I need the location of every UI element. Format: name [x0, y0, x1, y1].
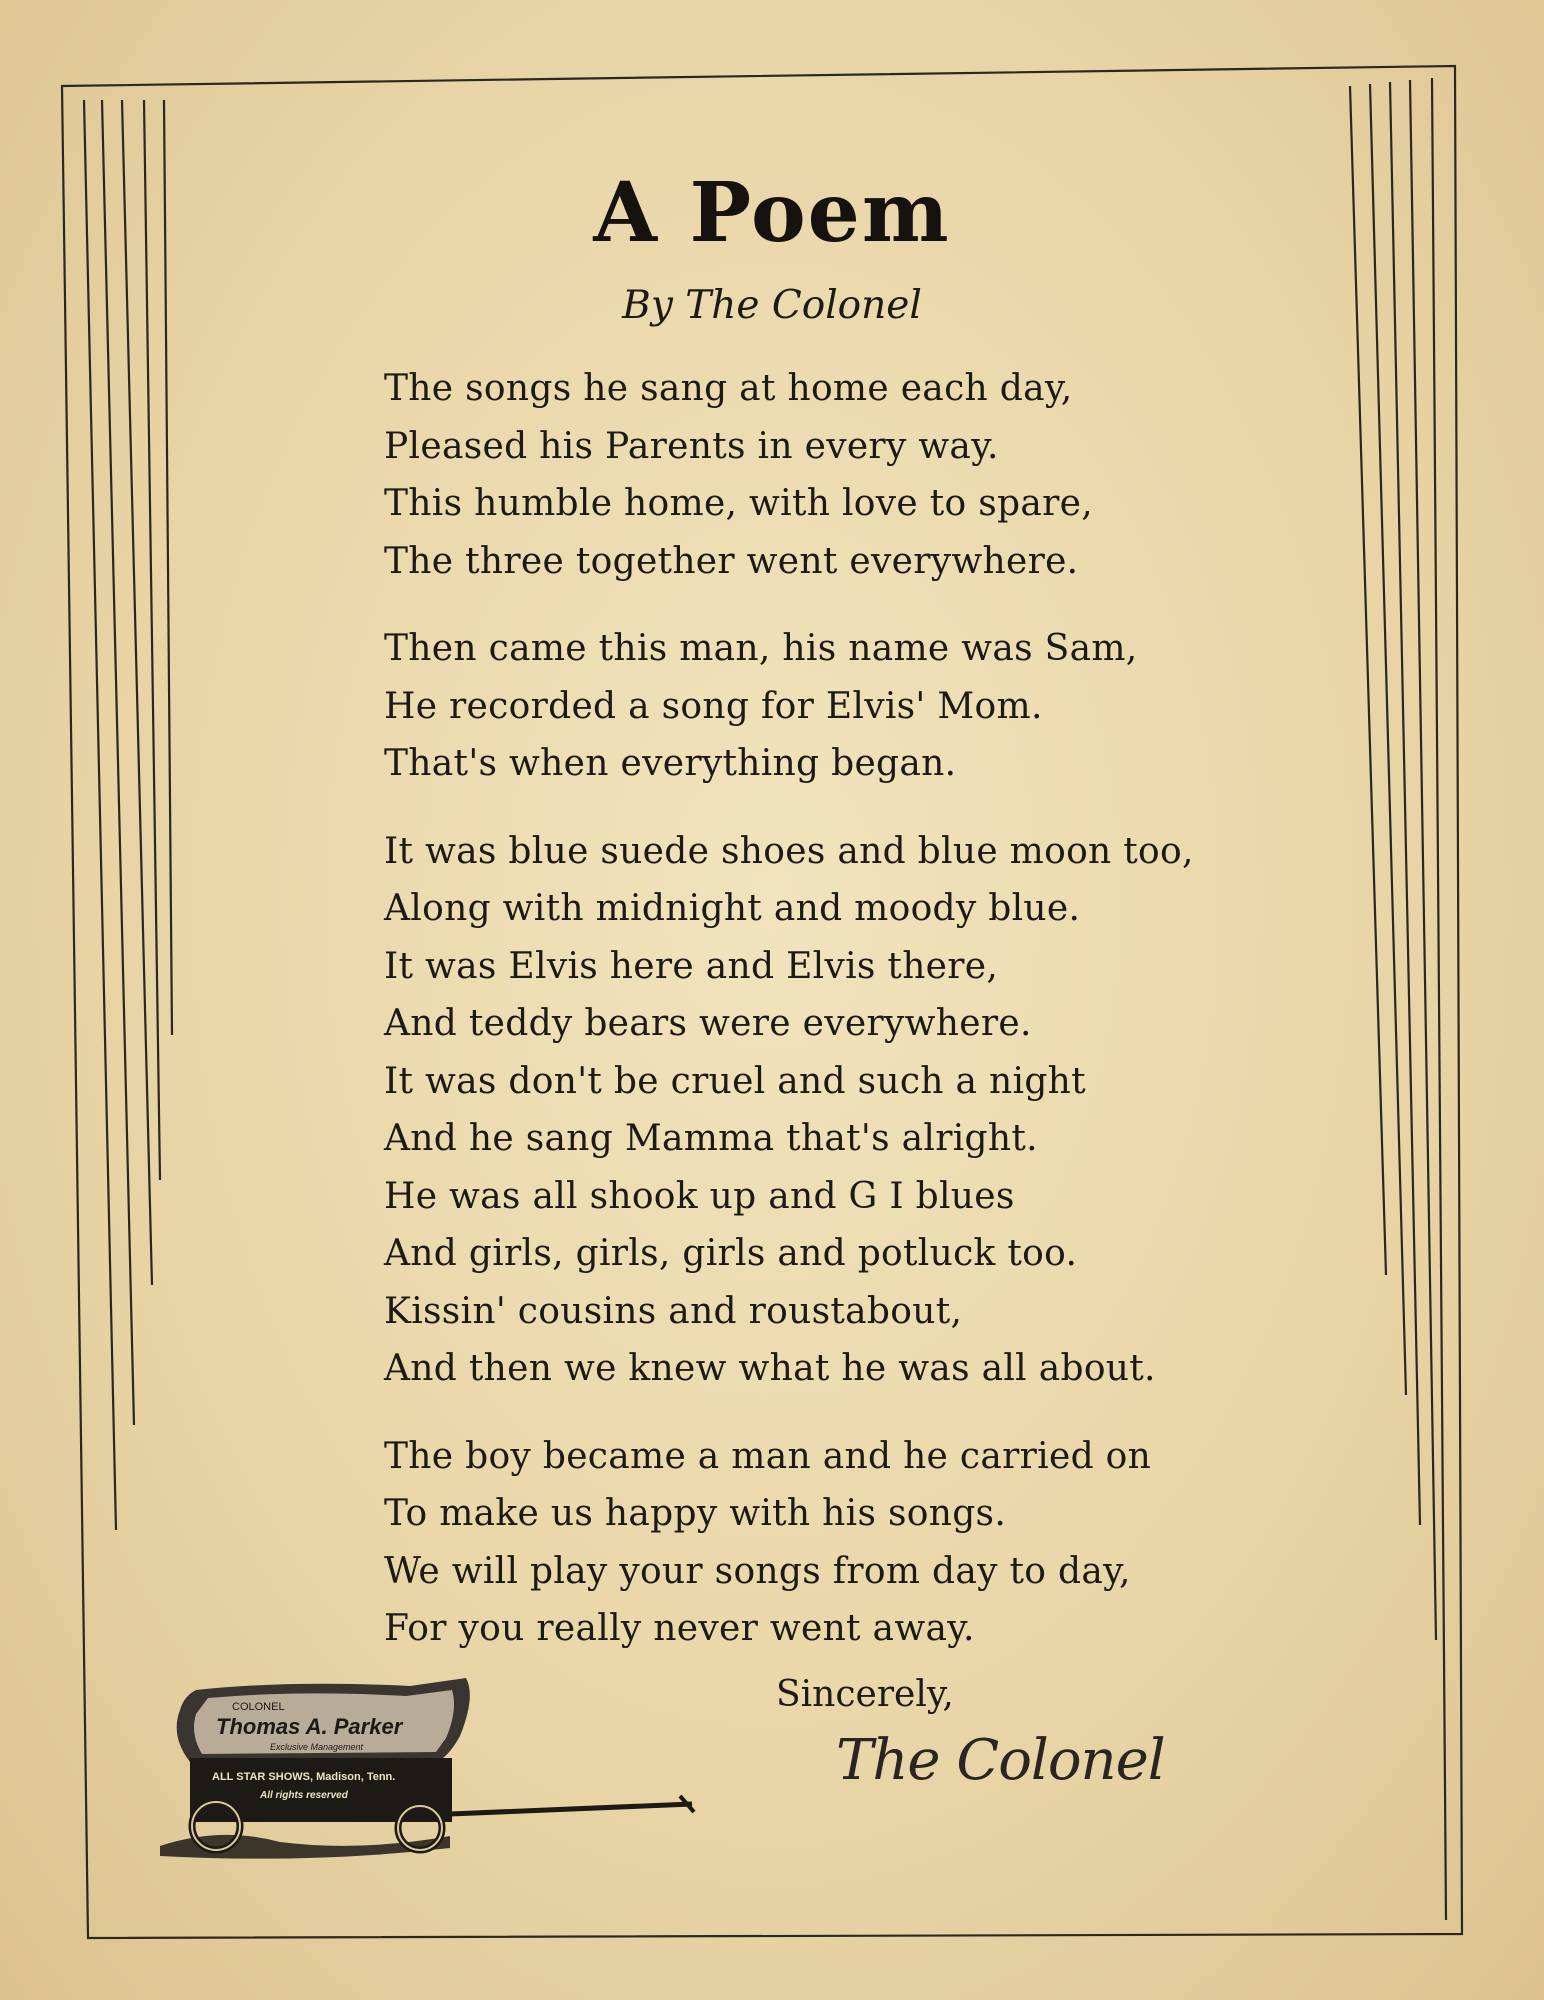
stanza-2: [384, 620, 1204, 793]
poem-line: And girls, girls, girls and potluck too.: [384, 1233, 1078, 1274]
covered-wagon-logo: [160, 1676, 700, 1866]
signature: The Colonel: [836, 1728, 1165, 1793]
poem-title: A Poem: [593, 165, 951, 261]
poem-line: It was don't be cruel and such a night: [384, 1060, 1086, 1102]
poem-line: For you really never went away.: [384, 1608, 975, 1649]
poem-line: To make us happy with his songs.: [384, 1493, 1007, 1534]
poem-line: He was all shook up and G I blues: [384, 1175, 1015, 1217]
poem-line: And he sang Mamma that's alright.: [384, 1118, 1038, 1159]
poem-line: This humble home, with love to spare,: [384, 483, 1093, 524]
poem-line: Kissin' cousins and roustabout,: [384, 1290, 963, 1332]
poem-line: The songs he sang at home each day,: [384, 368, 1073, 409]
poem-byline: By The Colonel: [622, 283, 922, 328]
poem-line: That's when everything began.: [384, 743, 957, 784]
poem-line: It was blue suede shoes and blue moon too,: [384, 830, 1194, 872]
stanza-4: [384, 1428, 1204, 1658]
logo-top-text: COLONEL: [232, 1701, 285, 1713]
poem-line: The three together went everywhere.: [384, 540, 1079, 582]
poem-line: Along with midnight and moody blue.: [384, 888, 1081, 929]
logo-subtitle: Exclusive Management: [270, 1742, 364, 1752]
poem-line: And teddy bears were everywhere.: [384, 1003, 1032, 1044]
poem-line: It was Elvis here and Elvis there,: [384, 945, 999, 987]
stanza-3: [384, 823, 1204, 1398]
logo-line-1: ALL STAR SHOWS, Madison, Tenn.: [212, 1771, 396, 1783]
stanza-1: [384, 360, 1204, 590]
poem-line: The boy became a man and he carried on: [384, 1435, 1152, 1477]
poem-line: Pleased his Parents in every way.: [384, 425, 999, 467]
poem-line: He recorded a song for Elvis' Mom.: [384, 685, 1043, 727]
closing-text: Sincerely,: [776, 1674, 954, 1715]
logo-name: Thomas A. Parker: [216, 1714, 403, 1739]
poem-line: We will play your songs from day to day,: [384, 1550, 1131, 1592]
logo-line-2: All rights reserved: [260, 1790, 348, 1801]
poem-line: And then we knew what he was all about.: [384, 1348, 1156, 1389]
poem-body: [384, 360, 1204, 1688]
poem-line: Then came this man, his name was Sam,: [384, 628, 1138, 669]
